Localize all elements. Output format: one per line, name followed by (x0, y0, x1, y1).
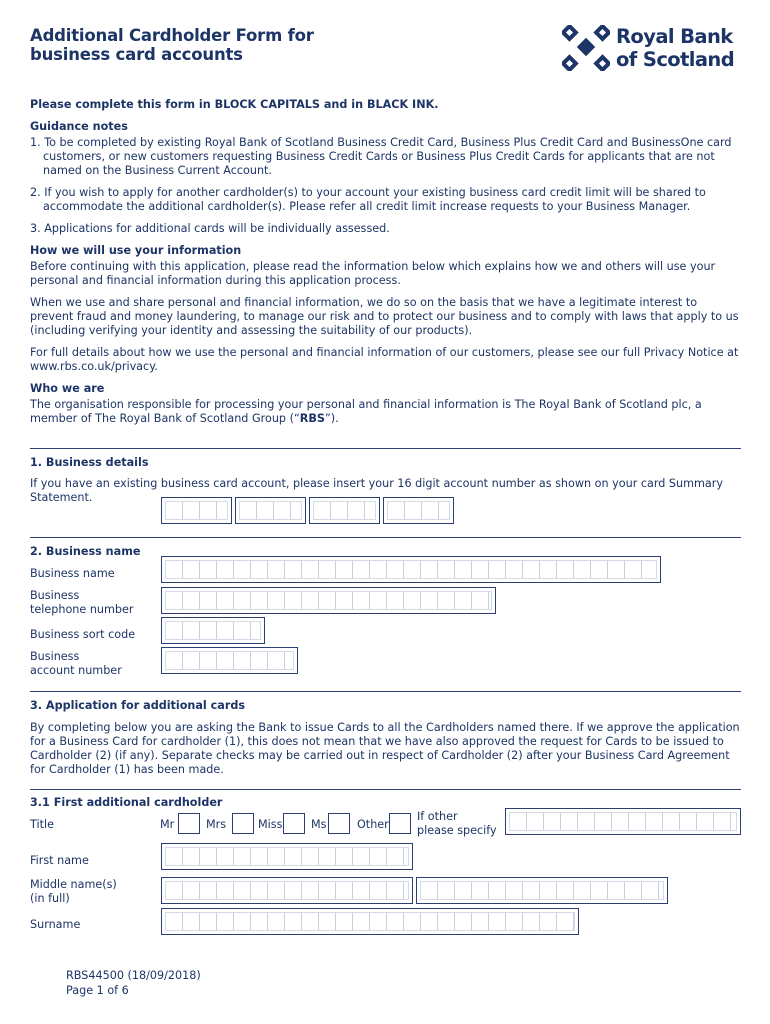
rbs-daisy-logo-icon (562, 25, 610, 71)
business-name-input[interactable] (161, 556, 661, 583)
account-number-label-line-1: Business (30, 650, 80, 663)
title-other-specify-input[interactable] (505, 808, 741, 835)
section-3-1-heading: 3.1 First additional cardholder (30, 796, 223, 809)
who-text-start: The organisation responsible for processing your personal and financial information is The Royal Bank of Scotland plc, a member of The Royal Bank of Scotland Group (“ (30, 398, 702, 425)
form-code: RBS44500 (18/09/2018) (66, 969, 201, 982)
divider-section-3-1 (30, 789, 741, 790)
business-account-number-input[interactable] (161, 647, 298, 674)
block-capitals-instruction: Please complete this form in BLOCK CAPITALS and in BLACK INK. (30, 98, 439, 111)
title-option-mrs-label: Mrs (206, 818, 227, 831)
section-1-heading: 1. Business details (30, 456, 149, 469)
middle-name-label-line-1: Middle name(s) (30, 878, 117, 891)
sort-code-input[interactable] (161, 617, 265, 644)
section-3-text: By completing below you are asking the Bank to issue Cards to all the Cardholders named there. If we approve the application for a Business Card for cardholder (1), this does not mean that we have also approved the request for Cards to be issued to Cardholder (2) (if any). Separate checks may be carried out in respect of Cardholder (2) after your Business Card Agreement for Cardholder (1) has been made. (30, 721, 740, 776)
title-label: Title (30, 818, 54, 831)
account-number-label-line-2: account number (30, 664, 122, 677)
account-number-group-3[interactable] (309, 497, 380, 524)
title-mr-checkbox[interactable] (178, 813, 200, 834)
who-text-end: ”). (324, 412, 339, 425)
form-title-line-2: business card accounts (30, 45, 243, 64)
telephone-label-line-1: Business (30, 589, 80, 602)
surname-label: Surname (30, 918, 81, 931)
who-text-rbs: RBS (299, 412, 325, 425)
title-option-other-label: Other (357, 818, 389, 831)
telephone-number-input[interactable] (161, 587, 496, 614)
divider-section-3 (30, 691, 741, 692)
logo-wordmark (616, 25, 734, 71)
info-heading: How we will use your information (30, 244, 242, 257)
info-paragraph-2: When we use and share personal and financial information, we do so on the basis that we have a legitimate interest to prevent fraud and money laundering, to manage our risk and to protect our business and to comply with laws that apply to us (including verifying your identity and assessing the suitability of our products). (30, 296, 739, 337)
middle-name-label-line-2: (in full) (30, 892, 70, 905)
middle-name-input-1[interactable] (161, 877, 413, 904)
if-other-label-line-1: If other (417, 810, 458, 823)
sort-code-label: Business sort code (30, 628, 136, 641)
guidance-note-3: 3. Applications for additional cards will be individually assessed. (30, 222, 390, 235)
title-option-miss-label: Miss (258, 818, 283, 831)
business-name-label: Business name (30, 567, 115, 580)
guidance-heading: Guidance notes (30, 120, 128, 133)
who-paragraph (30, 398, 742, 426)
form-title (30, 26, 314, 64)
logo-line-2: of Scotland (616, 48, 735, 71)
section-2-heading: 2. Business name (30, 545, 141, 558)
first-name-input[interactable] (161, 843, 413, 870)
guidance-note-1: 1. To be completed by existing Royal Bank of Scotland Business Credit Card, Business Plus Credit Card and BusinessOne card customers, or new customers requesting Business Credit Cards or Business Plus Credit Cards for applicants that are not named on the Business Current Account. (30, 136, 732, 177)
divider-section-2 (30, 537, 741, 538)
first-name-label: First name (30, 854, 89, 867)
title-miss-checkbox[interactable] (283, 813, 305, 834)
logo-line-1: Royal Bank (616, 25, 733, 48)
section-1-text: If you have an existing business card account, please insert your 16 digit account number as shown on your card Summary Statement. (30, 477, 723, 504)
divider-section-1 (30, 448, 741, 449)
title-option-mr-label: Mr (160, 818, 175, 831)
title-option-ms-label: Ms (311, 818, 327, 831)
account-number-group-2[interactable] (235, 497, 306, 524)
info-paragraph-1: Before continuing with this application, please read the information below which explains how we and others will use your personal and financial information during this application process. (30, 260, 716, 287)
page-number: Page 1 of 6 (66, 984, 129, 997)
middle-name-input-2[interactable] (416, 877, 668, 904)
info-paragraph-3: For full details about how we use the personal and financial information of our customers, please see our full Privacy Notice at www.rbs.co.uk/privacy. (30, 346, 739, 373)
title-mrs-checkbox[interactable] (232, 813, 254, 834)
surname-input[interactable] (161, 908, 579, 935)
section-3-heading: 3. Application for additional cards (30, 699, 246, 712)
account-number-group-4[interactable] (383, 497, 454, 524)
title-ms-checkbox[interactable] (328, 813, 350, 834)
title-other-checkbox[interactable] (389, 813, 411, 834)
account-number-group-1[interactable] (161, 497, 232, 524)
who-heading: Who we are (30, 382, 105, 395)
guidance-note-2: 2. If you wish to apply for another cardholder(s) to your account your existing business card credit limit will be shared to accommodate the additional cardholder(s). Please refer all credit limit increase requests to your Business Manager. (30, 186, 706, 213)
form-title-line-1: Additional Cardholder Form for (30, 26, 314, 45)
telephone-label-line-2: telephone number (30, 603, 134, 616)
intro-content (30, 98, 742, 426)
if-other-label-line-2: please specify (417, 824, 497, 837)
footer (66, 968, 201, 998)
